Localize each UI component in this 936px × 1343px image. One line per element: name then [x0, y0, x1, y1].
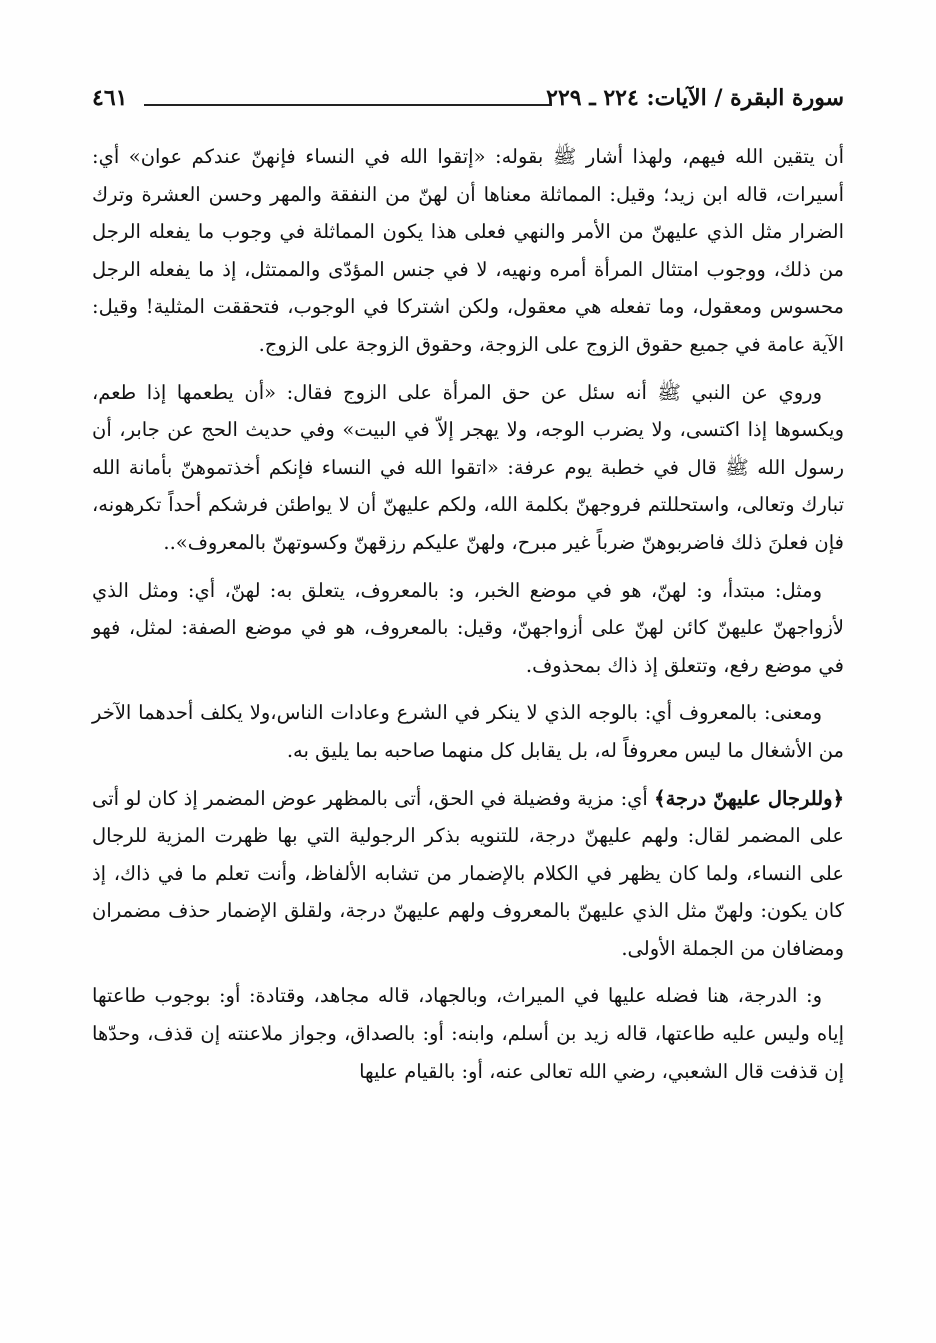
paragraph-5-text: أي: مزية وفضيلة في الحق، أتى بالمظهر عوض المضمر إذ كان لو أتى على المضمر لقال: ولهم عليهنّ درجة، للتنويه بذكر الرجولية التي بها ظهرت المزية للرجال على النساء، ولما كان يظهر في الكلام بالإضمار من تشابه الألفاظ، وأنت تعلم ما في ذاك، إذ كان يكون: ولهنّ مثل الذي عليهنّ بالمعروف ولهم عليهنّ درجة، ولقلق الإضمار حذف مضمران ومضافان من الجملة الأولى. [92, 786, 844, 960]
paragraph-6: و: الدرجة، هنا فضله عليها في الميراث، وبالجهاد، قاله مجاهد، وقتادة: أو: بوجوب طاعتها إياه وليس عليه طاعتها، قاله زيد بن أسلم، وابنه: أو: بالصداق، وجواز ملاعنته إن قذف، وحدّها إن قذفت قال الشعبي، رضي الله تعالى عنه، أو: بالقيام عليها [92, 984, 844, 1083]
page-header [92, 82, 844, 118]
paragraph-5 [92, 780, 844, 968]
quran-verse: ﴿وللرجال عليهنّ درجة﴾ [654, 786, 844, 810]
paragraph-4: ومعنى: بالمعروف أي: بالوجه الذي لا ينكر في الشرع وعادات الناس،ولا يكلف أحدهما الآخر من الأشغال ما ليس معروفاً له، بل يقابل كل منهما صاحبه بما يليق به. [92, 701, 844, 762]
paragraph-2: وروي عن النبي ﷺ أنه سئل عن حق المرأة على الزوج فقال: «أن يطعمها إذا طعم، ويكسوها إذا اكتسى، ولا يضرب الوجه، ولا يهجر إلاّ في البيت» وفي حديث الحج عن جابر، أن رسول الله ﷺ قال في خطبة يوم عرفة: «اتقوا الله في النساء فإنكم أخذتموهنّ بأمانة الله تبارك وتعالى، واستحللتم فروجهنّ بكلمة الله، ولكم عليهنّ أن لا يواطئن فرشكم أحداً تكرهونه، فإن فعلنَ ذلك فاضربوهنّ ضرباً غير مبرح، ولهنّ عليكم رزقهنّ وكسوتهنّ بالمعروف».. [92, 380, 844, 554]
page-number: ٤٦١ [92, 85, 128, 111]
body-text [92, 138, 844, 1100]
header-rule [144, 104, 552, 106]
paragraph-3: ومثل: مبتدأ، و: لهنّ، هو في موضع الخبر، و: بالمعروف، يتعلق به: لهنّ، أي: ومثل الذي لأزواجهنّ عليهنّ كائن لهنّ على أزواجهنّ، وقيل: بالمعروف، هو في موضع الصفة: لمثل، فهو في موضع رفع، وتتعلق إذ ذاك بمحذوف. [92, 578, 844, 677]
running-title: سورة البقرة / الآيات: ٢٢٤ ـ ٢٢٩ [546, 85, 844, 111]
paragraph-1: أن يتقين الله فيهم، ولهذا أشار ﷺ بقوله: «إتقوا الله في النساء فإنهنّ عندكم عوان» أي: أسيرات، قاله ابن زيد؛ وقيل: المماثلة معناها أن لهنّ من النفقة والمهر وحسن العشرة وترك الضرار مثل الذي عليهنّ من الأمر والنهي فعلى هذا يكون المماثلة في وجوب ما يفعله الرجل من ذلك، ووجوب امتثال المرأة أمره ونهيه، لا في جنس المؤدّى والممتثل، إذ ما يفعله الرجل محسوس ومعقول، وما تفعله هي معقول، ولكن اشتركا في الوجوب، فتحققت المثلية! وقيل: الآية عامة في جميع حقوق الزوج على الزوجة، وحقوق الزوجة على الزوج. [92, 145, 844, 356]
